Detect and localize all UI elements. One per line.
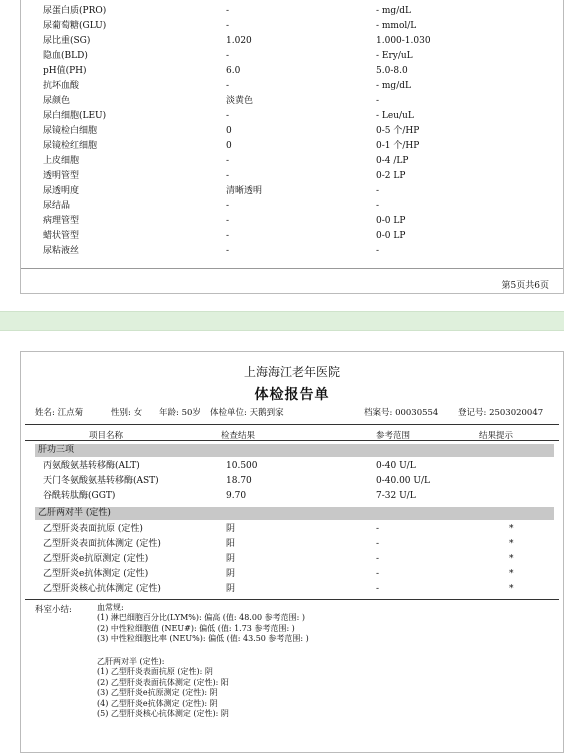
item-reference: - [376,584,380,594]
file-number: 档案号: 00030554 [364,408,439,418]
item-reference: - mg/dL [376,6,411,16]
item-name: 丙氨酸氨基转移酶(ALT) [43,461,140,471]
item-reference: - mmol/L [376,21,417,31]
page-number: 第5页共6页 [501,281,549,291]
item-name: 尿透明度 [43,186,80,196]
item-reference: - [376,524,380,534]
summary-line: (3) 中性粒细胞比率 (NEU%): 偏低 (值: 43.50 参考范围: ) [97,634,309,643]
report-title: 体检报告单 [254,387,330,403]
item-result: 阴 [226,569,236,579]
item-name: 抗坏血酸 [43,81,80,91]
item-reference: - [376,569,380,579]
item-result: - [226,6,230,16]
item-result: 9.70 [226,491,247,501]
item-reference: - mg/dL [376,81,411,91]
item-name: 透明管型 [43,171,80,181]
summary-line: (2) 中性粒细胞值 (NEU#): 偏低 (值: 1.73 参考范围: ) [97,623,295,633]
summary-line: (3) 乙型肝炎e抗原测定 (定性): 阴 [97,688,218,697]
item-result: 清晰透明 [226,186,263,196]
item-name: 病理管型 [43,216,80,226]
item-name: 乙型肝炎核心抗体测定 (定性) [43,584,161,594]
item-reference: 0-0 LP [376,216,406,226]
summary-line: (4) 乙型肝炎e抗体测定 (定性): 阴 [97,698,218,708]
item-reference: 0-5 个/HP [376,126,420,136]
item-result: - [226,21,230,31]
item-name: pH值(PH) [43,66,87,76]
item-result: - [226,51,230,61]
summary-top-rule [25,599,559,600]
item-name: 尿镜检红细胞 [43,141,98,151]
item-result: 6.0 [226,66,241,76]
item-result: 0 [226,141,232,151]
item-reference: 7-32 U/L [376,491,416,501]
item-name: 蜡状管型 [43,231,80,241]
item-name: 隐血(BLD) [43,51,88,61]
section-hepatitis-b: 乙肝两对半 (定性) [35,507,554,520]
report-page-6 [20,351,564,753]
exam-unit: 体检单位: 天鹅到家 [210,408,284,418]
item-name: 上皮细胞 [43,156,80,166]
item-result: 10.500 [226,461,258,471]
item-result: - [226,81,230,91]
summary-hep-title: 乙肝两对半 (定性): [97,657,165,666]
item-reference: - [376,96,380,106]
item-reference: 0-40.00 U/L [376,476,430,486]
item-reference: 1.000-1.030 [376,36,431,46]
header-hint: 结果提示 [479,431,514,441]
item-reference: - [376,554,380,564]
item-reference: 0-4 /LP [376,156,409,166]
item-result: 阳 [226,539,236,549]
item-flag: * [509,569,514,579]
summary-blood-title: 血常规: [97,603,124,612]
item-reference: - [376,539,380,549]
summary-line: (5) 乙型肝炎核心抗体测定 (定性): 阴 [97,709,229,718]
item-flag: * [509,524,514,534]
patient-gender: 性别: 女 [111,408,143,418]
item-name: 乙型肝炎e抗体测定 (定性) [43,569,149,579]
item-name: 尿镜检白细胞 [43,126,98,136]
patient-name: 姓名: 江点菊 [35,408,84,418]
summary-line: (1) 淋巴细胞百分比(LYM%): 偏高 (值: 48.00 参考范围: ) [97,613,305,622]
item-name: 谷酰转肽酶(GGT) [43,491,116,501]
item-reference: - Leu/uL [376,111,414,121]
item-name: 乙型肝炎表面抗体测定 (定性) [43,539,161,549]
item-reference: - [376,186,380,196]
item-result: - [226,201,230,211]
summary-line: (1) 乙型肝炎表面抗原 (定性): 阴 [97,667,213,676]
summary-label: 科室小结: [35,605,72,615]
item-name: 尿结晶 [43,201,71,211]
item-reference: - [376,201,380,211]
header-ref: 参考范围 [376,431,411,441]
item-reference: 0-2 LP [376,171,406,181]
item-result: 18.70 [226,476,252,486]
table-top-rule [25,424,559,425]
item-result: 0 [226,126,232,136]
item-flag: * [509,539,514,549]
item-reference: 0-40 U/L [376,461,416,471]
item-reference: 0-1 个/HP [376,141,420,151]
item-result: - [226,111,230,121]
item-name: 尿葡萄糖(GLU) [43,21,107,31]
item-result: 阴 [226,524,236,534]
page-footer-divider [21,268,563,269]
item-name: 乙型肝炎表面抗原 (定性) [43,524,143,534]
item-result: - [226,156,230,166]
summary-line: (2) 乙型肝炎表面抗体测定 (定性): 阳 [97,677,229,687]
item-result: - [226,171,230,181]
header-result: 检查结果 [221,431,256,441]
header-item: 项目名称 [89,431,124,441]
item-result: - [226,246,230,256]
item-result: 淡黄色 [226,96,254,106]
item-name: 乙型肝炎e抗原测定 (定性) [43,554,149,564]
page-separator [0,311,564,331]
item-name: 尿白细胞(LEU) [43,111,107,121]
item-reference: 0-0 LP [376,231,406,241]
hospital-name: 上海海江老年医院 [243,365,340,379]
patient-age: 年龄: 50岁 [159,408,201,418]
item-name: 尿比重(SG) [43,36,91,46]
item-result: - [226,231,230,241]
table-header-rule [25,440,559,441]
item-reference: - [376,246,380,256]
item-name: 尿颜色 [43,96,71,106]
item-reference: 5.0-8.0 [376,66,408,76]
item-result: 1.020 [226,36,252,46]
item-result: 阴 [226,554,236,564]
item-flag: * [509,554,514,564]
section-liver: 肝功三项 [35,444,554,457]
report-page-5 [20,0,564,294]
item-result: 阴 [226,584,236,594]
item-name: 尿粘液丝 [43,246,80,256]
item-name: 天门冬氨酸氨基转移酶(AST) [43,476,159,486]
item-flag: * [509,584,514,594]
item-name: 尿蛋白质(PRO) [43,6,107,16]
registration-number: 登记号: 2503020047 [458,408,544,418]
item-result: - [226,216,230,226]
item-reference: - Ery/uL [376,51,413,61]
